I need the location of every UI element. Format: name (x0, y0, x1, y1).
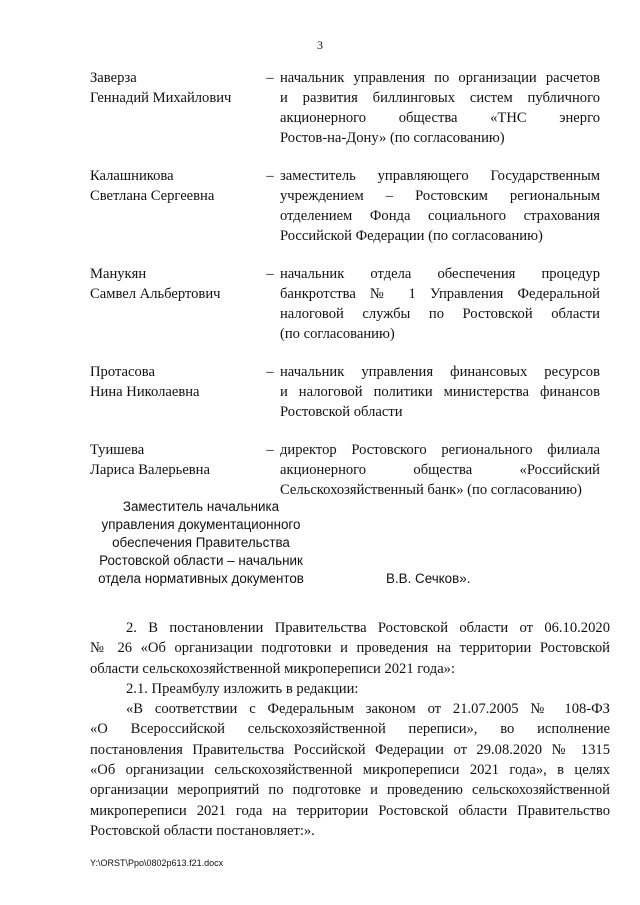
member-position (280, 68, 600, 148)
position-line: и развития биллинговых систем публичного (280, 90, 600, 106)
member-name (90, 166, 260, 246)
member-position (280, 362, 600, 422)
position-line: начальник отдела обеспечения процедур (280, 266, 600, 282)
member-given-names: Самвел Альбертович (90, 286, 221, 302)
paragraph-line: 2.1. Преамбулу изложить в редакции: (126, 680, 359, 697)
paragraph-line: Ростовской области постановляет:». (90, 822, 315, 839)
member-position (280, 264, 600, 344)
paragraph-line: № 26 «Об организации подготовки и проведения на территории Ростовской (90, 640, 610, 657)
position-line: Сельскохозяйственный банк» (по согласованию) (280, 482, 582, 498)
member-surname: Заверза (90, 70, 137, 86)
signatory-title-line: Заместитель начальника (122, 499, 280, 514)
signatory-title-line: обеспечения Правительства (112, 535, 290, 550)
member-given-names: Нина Николаевна (90, 384, 200, 400)
paragraph-line: микропереписи 2021 года на территории Ростовской области Правительство (90, 802, 610, 819)
position-line: и налоговой политики министерства финансов (280, 384, 600, 400)
page-number: 3 (317, 38, 323, 52)
signatory-title-line: отдела нормативных документов (98, 571, 304, 586)
dash: – (266, 364, 274, 380)
position-line: Российской Федерации (по согласованию) (280, 228, 543, 244)
position-line: акционерного общества «Российский (280, 462, 600, 478)
dash: – (266, 442, 274, 458)
position-line: директор Ростовского регионального филиала (280, 442, 600, 458)
position-line: Ростовской области (280, 404, 403, 420)
member-entry (90, 440, 610, 500)
position-line: начальник управления финансовых ресурсов (280, 364, 600, 380)
position-line: начальник управления по организации расчетов (280, 70, 600, 86)
signatory-title (90, 498, 312, 588)
member-entry (90, 166, 610, 246)
member-name (90, 264, 260, 344)
member-entry (90, 68, 610, 148)
member-surname: Манукян (90, 266, 147, 282)
position-line: учреждением – Ростовским региональным (280, 188, 600, 204)
member-name (90, 362, 260, 422)
signature-block (90, 498, 610, 588)
position-line: отделением Фонда социального страхования (280, 208, 600, 224)
signatory-title-line: управления документационного (101, 517, 301, 532)
member-position (280, 440, 600, 500)
member-position (280, 166, 600, 246)
paragraph-line: организации мероприятий по подготовке и проведению сельскохозяйственной (90, 782, 610, 799)
paragraph-line: постановления Правительства Российской Федерации от 29.08.2020 № 1315 (90, 741, 610, 758)
member-surname: Калашникова (90, 168, 174, 184)
paragraph-line: 2. В постановлении Правительства Ростовской области от 06.10.2020 (126, 620, 610, 636)
member-name (90, 68, 260, 148)
signatory-name: В.В. Сечков». (386, 571, 471, 586)
position-line: акционерного общества «ТНС энерго (280, 110, 600, 126)
paragraph-line: «В соответствии с Федеральным законом от 21.07.2005 № 108-ФЗ (126, 701, 610, 718)
commission-members-list (90, 68, 610, 518)
file-path-footer: Y:\ORST\Ppo\0802p613.f21.docx (90, 858, 224, 868)
paragraph-line: «О Всероссийской сельскохозяйственной переписи», во исполнение (90, 721, 610, 738)
dash: – (266, 168, 274, 184)
member-given-names: Светлана Сергеевна (90, 188, 215, 204)
member-entry (90, 264, 610, 344)
position-line: банкротства № 1 Управления Федеральной (280, 286, 600, 302)
position-line: (по согласованию) (280, 326, 395, 342)
member-entry (90, 362, 610, 422)
member-given-names: Лариса Валерьевна (90, 462, 210, 478)
member-surname: Туишева (90, 442, 145, 458)
dash: – (266, 266, 274, 282)
member-name (90, 440, 260, 500)
amendment-text (90, 618, 610, 841)
paragraph-line: «Об организации сельскохозяйственной микропереписи 2021 года», в целях (90, 762, 610, 779)
position-line: Ростов-на-Дону» (по согласованию) (280, 130, 505, 146)
member-given-names: Геннадий Михайлович (90, 90, 232, 106)
paragraph-line: области сельскохозяйственной микропереписи 2021 года»: (90, 660, 456, 677)
member-surname: Протасова (90, 364, 155, 380)
position-line: заместитель управляющего Государственным (280, 168, 600, 184)
signatory-title-line: Ростовской области – начальник (99, 553, 303, 568)
dash: – (266, 70, 274, 86)
position-line: налоговой службы по Ростовской области (280, 306, 600, 322)
